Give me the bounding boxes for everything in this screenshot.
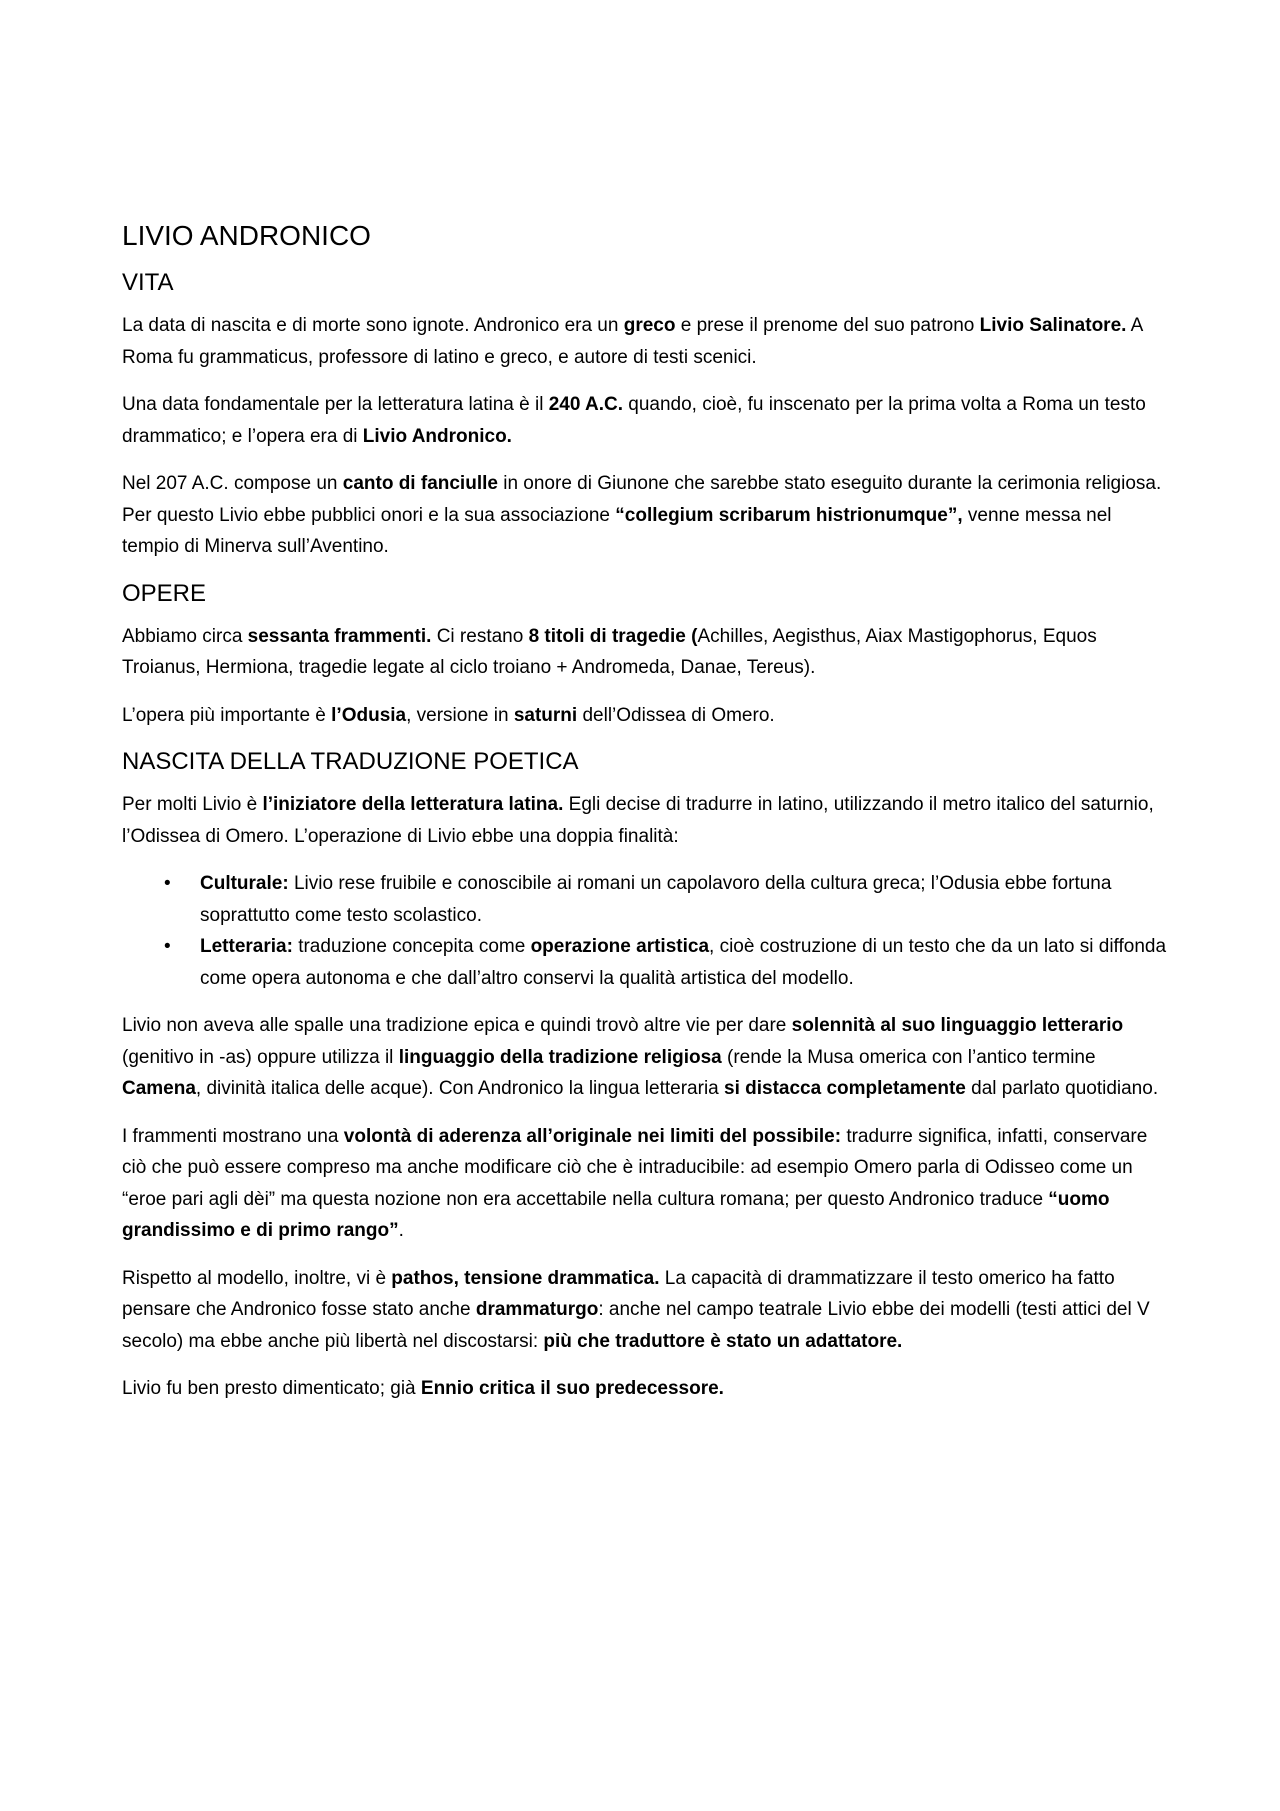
section-heading: NASCITA DELLA TRADUZIONE POETICA [122,748,579,775]
text-run: La capacità di drammatizzare il testo omerico ha fatto pensare che Andronico fosse stato anche [122,1267,1115,1320]
bold-text-run: canto di fanciulle [342,473,498,494]
text-run: L’opera più importante è [122,704,332,726]
paragraph [122,1263,1172,1358]
text-run: venne messa nel tempio di Minerva sull’Aventino. [122,504,1112,557]
bold-text-run: Ennio critica il suo predecessore. [420,1378,724,1399]
bold-text-run: volontà di aderenza all’originale nei limiti del possibile: [343,1125,842,1147]
text-run: quando, cioè, fu inscenato per la prima volta a Roma un testo drammatico; e l’opera era di [122,394,1146,447]
bullet-text [200,873,1111,926]
text-run: , versione in [406,704,514,726]
text-run: Egli decise di tradurre in latino, utilizzando il metro italico del saturnio, l’Odissea di Omero. L’operazione di Livio ebbe una doppia finalità: [122,794,1154,847]
bold-text-run: Livio Andronico. [362,425,512,447]
section-heading: OPERE [122,579,207,607]
bullet-text [200,936,1166,989]
bullet-icon: • [164,936,171,957]
text-run: Achilles, Aegisthus, Aiax Mastigophorus, Equos Troianus, Hermiona, tragedie legate al ciclo troiano + Andromeda, Danae, Tereus). [122,625,1097,678]
paragraph [122,1010,1172,1105]
bold-text-run: Livio Salinatore. [979,315,1127,336]
paragraph [122,389,1172,452]
paragraph [122,789,1172,852]
text-run: e prese il prenome del suo patrono [675,315,980,336]
bold-text-run: l’Odusia [331,704,407,726]
paragraph [122,700,1172,732]
text-run: (genitivo in -as) oppure utilizza il [122,1046,399,1068]
bold-text-run: Camena [122,1078,196,1099]
section-heading: VITA [122,269,174,296]
bullet-icon: • [164,873,171,894]
bold-text-run: pathos, tensione drammatica. [391,1267,660,1289]
bold-text-run: “collegium scribarum histrionumque”, [615,504,963,526]
text-run: Nel 207 A.C. compose un [122,473,343,494]
bullet-list [122,868,1172,994]
text-run: Una data fondamentale per la letteratura latina è il [122,394,549,415]
paragraph [122,468,1172,563]
bold-text-run: Letteraria: [200,936,293,957]
bullet-item [122,868,1172,931]
text-run: . [398,1220,404,1241]
paragraph [122,1373,1172,1405]
text-run: traduzione concepita come [292,936,531,957]
bold-text-run: saturni [513,704,578,726]
bold-text-run: linguaggio della tradizione religiosa [398,1046,722,1068]
bold-text-run: drammaturgo [475,1299,599,1320]
document-page [122,218,1172,1421]
text-run: dell’Odissea di Omero. [577,704,775,726]
bold-text-run: si distacca completamente [724,1078,966,1099]
text-run: Abbiamo circa [122,625,248,647]
section-vita [122,268,1172,563]
bold-text-run: sessanta frammenti. [247,625,432,647]
text-run: Ci restano [431,625,529,647]
text-run: Livio non aveva alle spalle una tradizione epica e quindi trovò altre vie per dare [122,1015,792,1036]
text-run: , divinità italica delle acque). Con Andronico la lingua letteraria [195,1078,725,1099]
text-run: I frammenti mostrano una [122,1125,344,1147]
text-run: dal parlato quotidiano. [965,1078,1159,1099]
text-run: , cioè costruzione di un testo che da un lato si diffonda come opera autonoma e che dall’altro conservi la qualità artistica del modello. [200,936,1167,989]
bold-text-run: greco [623,315,676,336]
paragraph [122,310,1172,373]
bold-text-run: 240 A.C. [548,394,623,415]
bold-text-run: più che traduttore è stato un adattatore. [543,1330,903,1352]
text-run: tradurre significa, infatti, conservare ciò che può essere compreso ma anche modificare ciò che è intraducibile: ad esempio Omero parla di Odisseo come un “eroe pari agli dèi” ma questa nozione non era accettabile nella cultura romana; per questo Andronico traduce [122,1125,1148,1210]
text-run: Livio rese fruibile e conoscibile ai romani un capolavoro della cultura greca; l’Odusia ebbe fortuna soprattutto come testo scolastico. [200,873,1112,926]
document-title: LIVIO ANDRONICO [122,220,371,251]
text-run: in onore di Giunone che sarebbe stato eseguito durante la cerimonia religiosa. Per questo Livio ebbe pubblici onori e la sua associazione [122,473,1162,526]
text-run: Livio fu ben presto dimenticato; già [122,1378,421,1399]
text-run: Per molti Livio è [122,794,263,815]
bold-text-run: “uomo grandissimo e di primo rango” [122,1188,1110,1241]
bold-text-run: solennità al suo linguaggio letterario [791,1015,1124,1036]
bold-text-run: 8 titoli di tragedie ( [528,625,698,647]
paragraph [122,1121,1172,1247]
bold-text-run: l’iniziatore della letteratura latina. [262,794,564,815]
text-run: Rispetto al modello, inoltre, vi è [122,1267,392,1289]
text-run: (rende la Musa omerica con l’antico termine [721,1046,1096,1068]
bullet-item [122,931,1172,994]
text-run: A Roma fu grammaticus, professore di latino e greco, e autore di testi scenici. [122,315,1143,368]
bold-text-run: Culturale: [200,873,289,894]
section-opere [122,579,1172,732]
section-traduzione-poetica [122,747,1172,1405]
text-run: : anche nel campo teatrale Livio ebbe dei modelli (testi attici del V secolo) ma ebbe anche più libertà nel discostarsi: [122,1299,1150,1352]
bold-text-run: operazione artistica [530,936,710,957]
paragraph [122,621,1172,684]
text-run: La data di nascita e di morte sono ignote. Andronico era un [122,315,624,336]
